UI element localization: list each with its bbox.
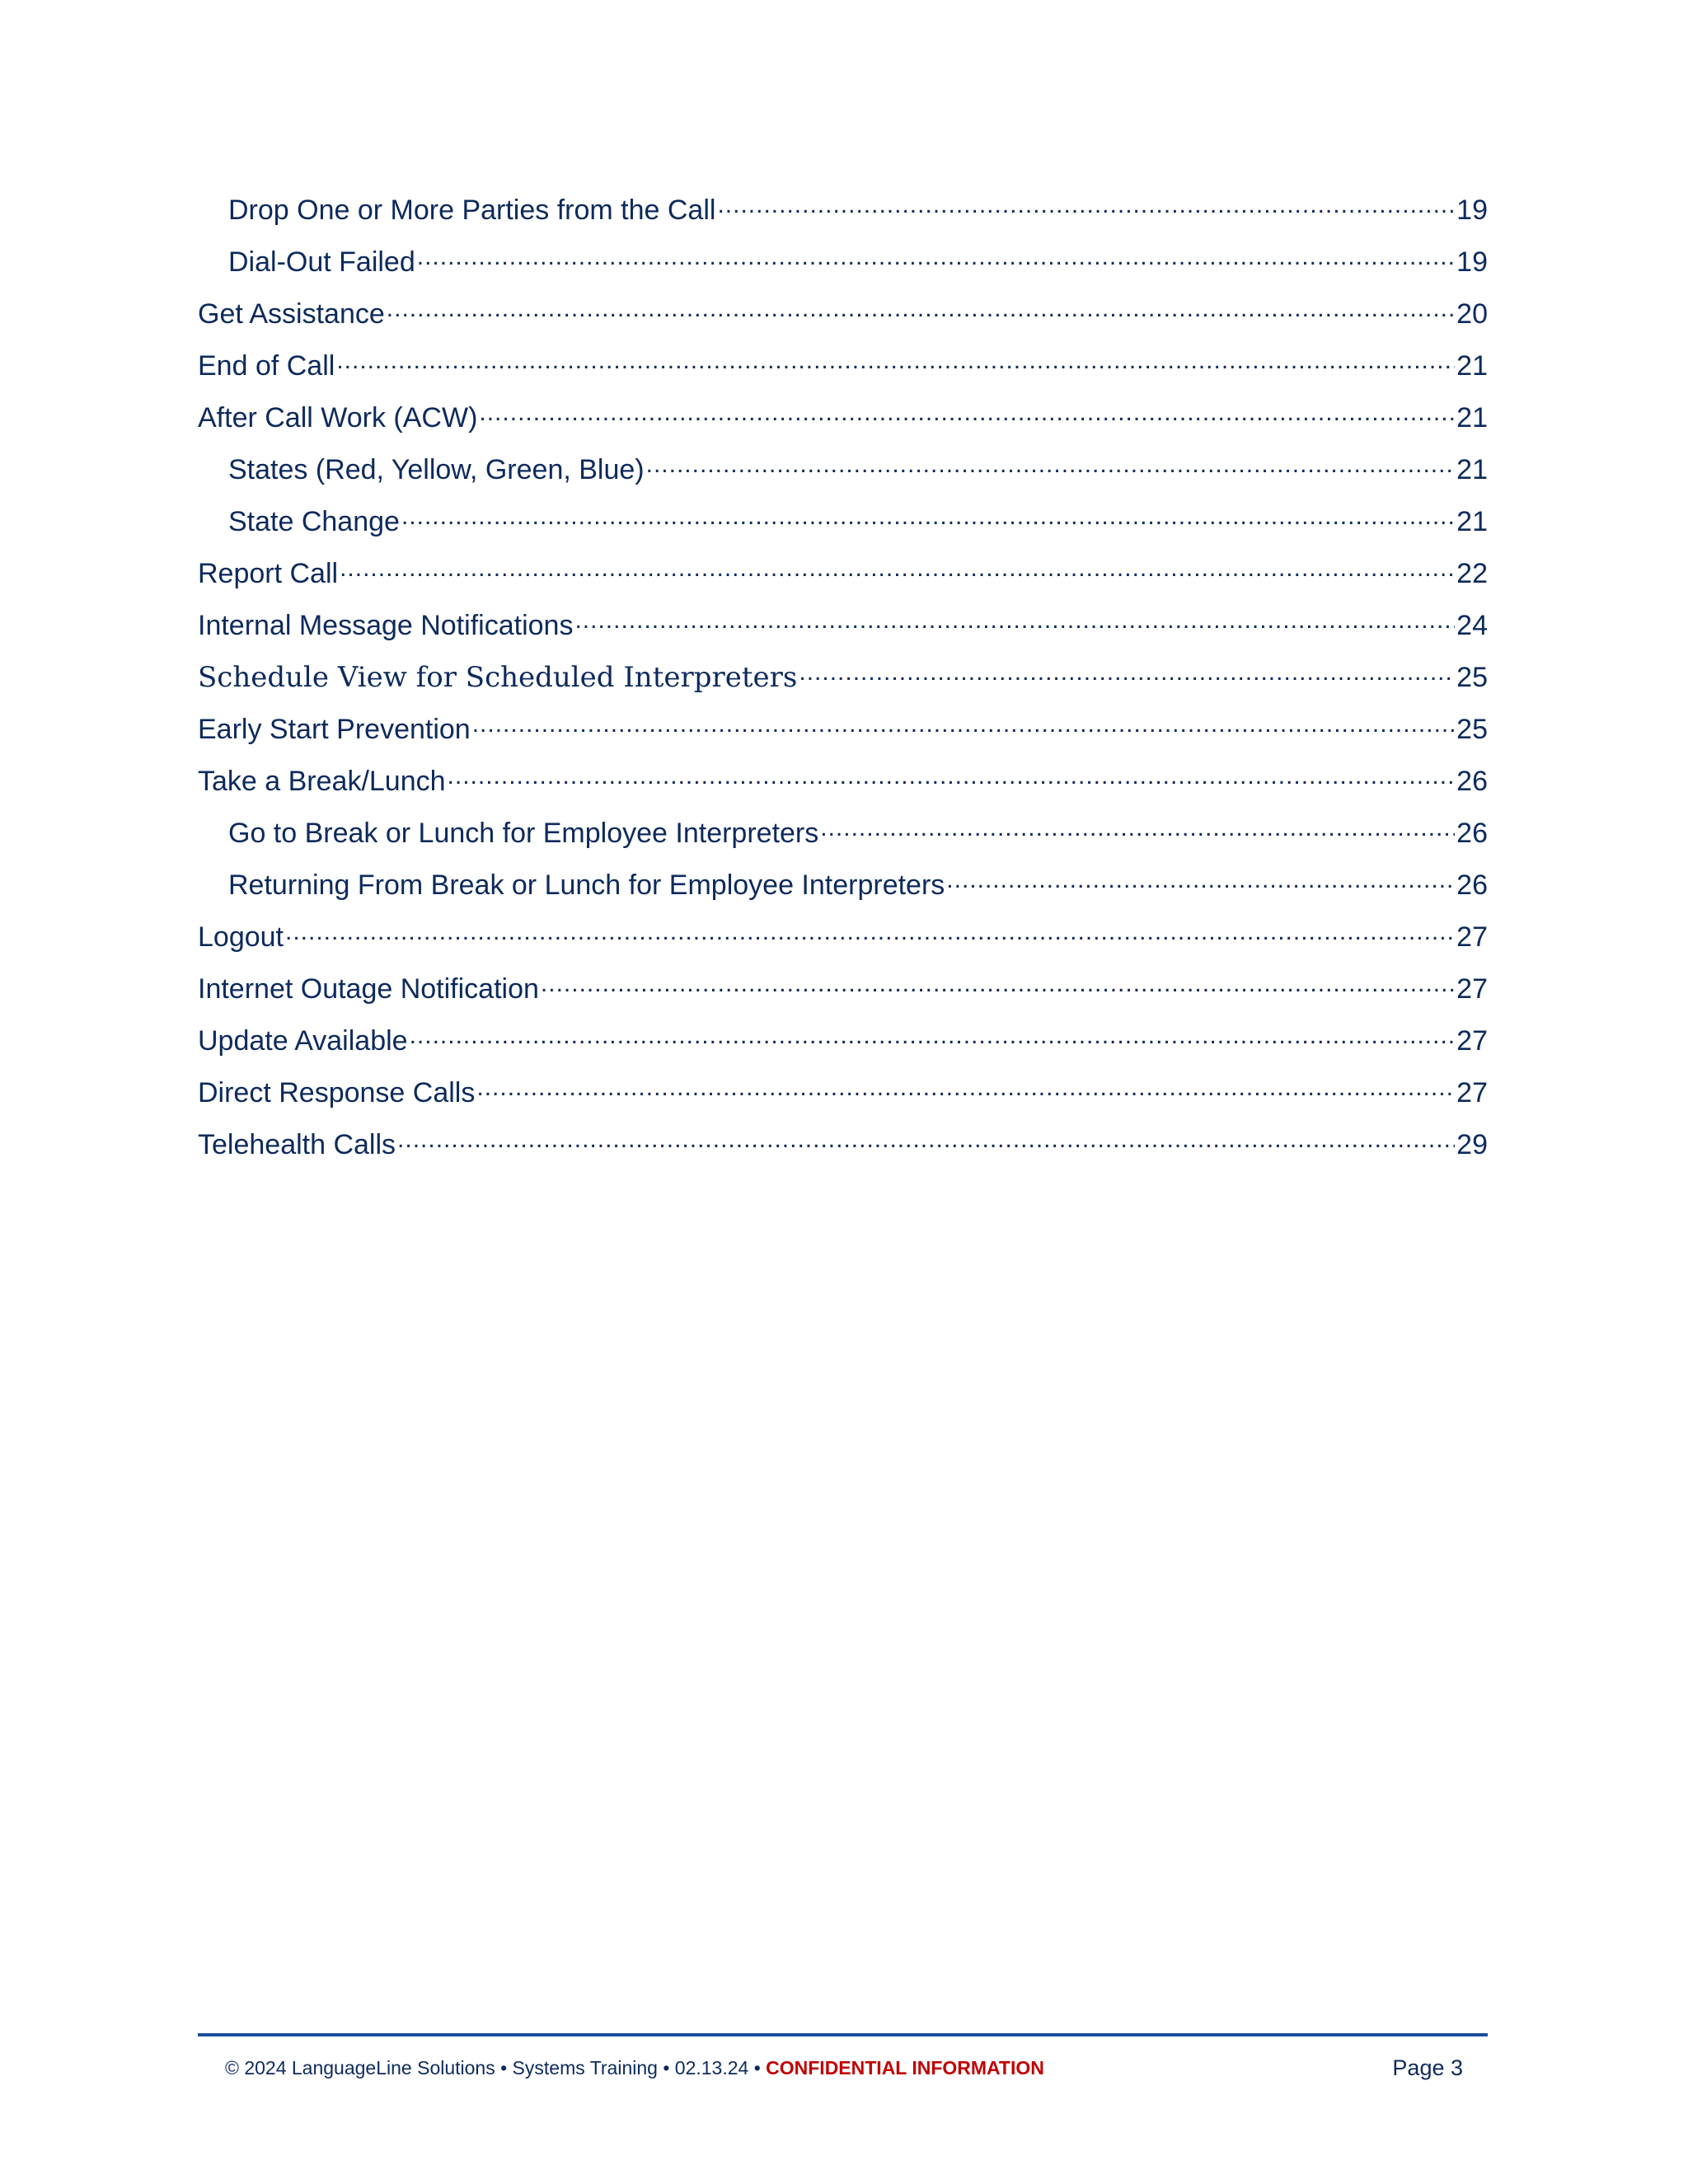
toc-entry[interactable]: [198, 295, 1488, 347]
toc-dot-leader: [336, 347, 1455, 375]
toc-entry[interactable]: [198, 243, 1488, 295]
toc-dot-leader: [479, 399, 1455, 427]
toc-entry-page: 21: [1456, 506, 1488, 537]
toc-dot-leader: [574, 607, 1455, 635]
toc-dot-leader: [476, 1074, 1455, 1102]
toc-entry-label: Get Assistance: [198, 298, 385, 330]
toc-entry-label: After Call Work (ACW): [198, 402, 478, 434]
footer-copyright: [225, 2057, 1044, 2079]
toc-dot-leader: [397, 1126, 1455, 1154]
toc-entry-label: Returning From Break or Lunch for Employee Interpreters: [228, 869, 945, 901]
toc-dot-leader: [541, 970, 1455, 998]
toc-entry[interactable]: [198, 347, 1488, 399]
toc-entry-page: 26: [1456, 766, 1488, 797]
toc-entry-page: 27: [1456, 973, 1488, 1005]
toc-entry[interactable]: [198, 918, 1488, 970]
toc-dot-leader: [417, 243, 1455, 271]
toc-entry[interactable]: [198, 866, 1488, 918]
toc-entry[interactable]: [198, 970, 1488, 1022]
toc-entry-label: Telehealth Calls: [198, 1129, 396, 1160]
toc-entry-page: 21: [1456, 454, 1488, 485]
toc-entry-page: 22: [1456, 558, 1488, 589]
toc-entry-page: 19: [1456, 246, 1488, 278]
toc-entry-label: Update Available: [198, 1025, 408, 1057]
toc-entry-label: Direct Response Calls: [198, 1077, 476, 1108]
page-number: Page 3: [1392, 2055, 1463, 2080]
toc-entry[interactable]: [198, 607, 1488, 658]
toc-entry-page: 25: [1456, 714, 1488, 745]
toc-entry-label: Take a Break/Lunch: [198, 766, 446, 797]
toc-entry-page: 25: [1456, 662, 1488, 693]
toc-dot-leader: [717, 191, 1455, 219]
toc-entry[interactable]: [198, 710, 1488, 762]
toc-dot-leader: [820, 814, 1455, 842]
toc-entry-label: Dial-Out Failed: [228, 246, 415, 278]
confidential-label: CONFIDENTIAL INFORMATION: [766, 2057, 1044, 2079]
toc-entry[interactable]: [198, 399, 1488, 451]
toc-dot-leader: [646, 451, 1456, 479]
toc-entry-page: 27: [1456, 921, 1488, 953]
toc-dot-leader: [799, 658, 1455, 687]
toc-entry-label: End of Call: [198, 350, 335, 382]
toc-entry[interactable]: [198, 191, 1488, 243]
toc-entry-page: 27: [1456, 1077, 1488, 1108]
toc-entry-page: 26: [1456, 869, 1488, 901]
toc-entry[interactable]: [198, 1126, 1488, 1178]
toc-entry-page: 21: [1456, 402, 1488, 434]
toc-dot-leader: [448, 762, 1456, 790]
toc-entry[interactable]: [198, 451, 1488, 503]
toc-entry-label: Report Call: [198, 558, 339, 589]
toc-dot-leader: [387, 295, 1455, 323]
toc-dot-leader: [285, 918, 1455, 946]
toc-entry[interactable]: [198, 503, 1488, 555]
footer-copyright-text: © 2024 LanguageLine Solutions • Systems Training • 02.13.24 •: [225, 2057, 767, 2079]
toc-entry-label: Logout: [198, 921, 284, 953]
toc-entry[interactable]: [198, 814, 1488, 866]
toc-entry-page: 29: [1456, 1129, 1488, 1160]
toc-entry[interactable]: [198, 1074, 1488, 1126]
toc-entry[interactable]: [198, 762, 1488, 814]
toc-entry-page: 27: [1456, 1025, 1488, 1057]
toc-entry-label: Go to Break or Lunch for Employee Interpreters: [228, 818, 819, 849]
toc-entry-label: Internet Outage Notification: [198, 973, 539, 1005]
toc-entry-label: Schedule View for Scheduled Interpreters: [198, 661, 798, 694]
toc-entry-page: 26: [1456, 818, 1488, 849]
toc-entry-page: 24: [1456, 610, 1488, 641]
toc-entry[interactable]: [198, 1022, 1488, 1074]
table-of-contents: [198, 191, 1488, 1178]
toc-dot-leader: [340, 555, 1455, 583]
toc-dot-leader: [946, 866, 1455, 894]
toc-dot-leader: [410, 1022, 1456, 1050]
toc-entry-label: Early Start Prevention: [198, 714, 471, 745]
footer-divider: [198, 2033, 1488, 2036]
toc-entry-label: Drop One or More Parties from the Call: [228, 194, 716, 226]
toc-dot-leader: [472, 710, 1455, 738]
toc-entry[interactable]: [198, 658, 1488, 710]
toc-entry-page: 19: [1456, 194, 1488, 226]
toc-entry-label: State Change: [228, 506, 400, 537]
toc-entry-page: 21: [1456, 350, 1488, 382]
toc-entry-label: Internal Message Notifications: [198, 610, 574, 641]
toc-entry-page: 20: [1456, 298, 1488, 330]
toc-dot-leader: [401, 503, 1455, 531]
toc-entry[interactable]: [198, 555, 1488, 607]
toc-entry-label: States (Red, Yellow, Green, Blue): [228, 454, 645, 485]
